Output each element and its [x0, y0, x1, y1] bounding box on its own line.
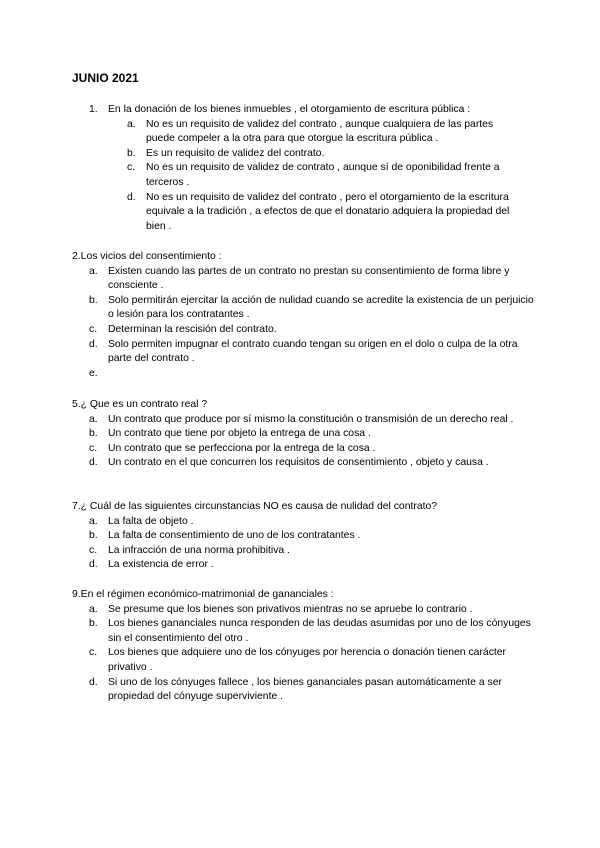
option-letter: b.	[89, 294, 98, 306]
option-item	[72, 118, 520, 147]
option-item	[72, 558, 535, 573]
question-2	[72, 250, 532, 381]
option-letter: d.	[127, 191, 136, 203]
option-letter: b.	[89, 618, 98, 630]
option-item	[72, 323, 535, 338]
question-header	[72, 588, 532, 603]
option-item	[72, 617, 535, 646]
question-text: Los vicios del consentimiento :	[80, 251, 222, 262]
option-text: Un contrato en el que concurren los requisitos de consentimiento , objeto y causa .	[108, 457, 489, 469]
option-item	[72, 294, 535, 323]
question-number: 7.	[72, 501, 81, 512]
option-letter: e.	[89, 367, 98, 379]
option-text: Un contrato que produce por sí mismo la constitución o transmisión de un derecho real .	[108, 413, 514, 425]
question-number: 1.	[89, 104, 98, 115]
option-item	[72, 676, 535, 705]
option-list	[72, 413, 532, 471]
option-text: La falta de consentimiento de uno de los contratantes .	[108, 530, 361, 542]
option-text: Un contrato que se perfecciona por la entrega de la cosa .	[108, 442, 376, 454]
option-letter: c.	[89, 442, 98, 454]
option-letter: d.	[89, 338, 98, 350]
option-text: Los bienes gananciales nunca responden de las deudas asumidas por uno de los cónyuges sin el consentimiento del otro .	[108, 618, 531, 644]
option-text: Solo permiten impugnar el contrato cuando tengan su origen en el dolo o culpa de la otra parte del contrato .	[108, 338, 518, 365]
option-text: La falta de objeto .	[108, 515, 194, 527]
question-header	[72, 500, 532, 515]
option-list	[72, 265, 532, 382]
option-letter: a.	[89, 413, 98, 425]
option-item	[72, 529, 535, 544]
option-letter: a.	[89, 603, 98, 615]
option-item	[72, 147, 520, 162]
option-letter: c.	[89, 323, 98, 335]
option-item	[72, 265, 535, 294]
option-letter: c.	[89, 647, 98, 659]
option-letter: b.	[127, 147, 136, 159]
option-item	[72, 456, 535, 471]
option-text: No es un requisito de validez del contrato , pero el otorgamiento de la escritura equivale a la tradición , a efectos de que el donatario adquiera la propiedad del bien .	[146, 191, 510, 232]
option-text: La existencia de error .	[108, 559, 214, 571]
option-text: Existen cuando las partes de un contrato no prestan su consentimiento de forma libre y consciente .	[108, 265, 510, 292]
option-letter: d.	[89, 457, 98, 469]
question-number: 5.	[72, 399, 81, 410]
option-letter: a.	[89, 265, 98, 277]
option-text: Un contrato que tiene por objeto la entrega de una cosa .	[108, 428, 371, 440]
question-9	[72, 588, 532, 705]
option-item	[72, 338, 535, 367]
option-text: La infracción de una norma prohibitiva .	[108, 544, 290, 556]
question-7	[72, 500, 532, 573]
option-item	[72, 191, 520, 235]
question-text: ¿ Que es un contrato real ?	[80, 399, 208, 410]
question-5	[72, 398, 532, 471]
option-item	[72, 367, 535, 382]
option-text: Solo permitirán ejercitar la acción de nulidad cuando se acredite la existencia de un perjuicio o lesión para los contratantes .	[108, 294, 534, 321]
question-header	[72, 103, 532, 118]
option-text	[108, 367, 535, 382]
option-text: Es un requisito de validez del contrato.	[146, 147, 325, 159]
option-item	[72, 161, 520, 190]
question-number: 9.	[72, 589, 81, 600]
option-text: Se presume que los bienes son privativos mientras no se apruebe lo contrario .	[108, 603, 473, 615]
question-text: ¿ Cuál de las siguientes circunstancias NO es causa de nulidad del contrato?	[80, 501, 438, 512]
question-header	[72, 398, 532, 413]
option-item	[72, 646, 535, 675]
question-text: En el régimen económico-matrimonial de gananciales :	[80, 589, 334, 600]
option-item	[72, 413, 535, 428]
option-text: Los bienes que adquiere uno de los cónyuges por herencia o donación tienen carácter privativo .	[108, 647, 507, 673]
question-text: En la donación de los bienes inmuebles , el otorgamiento de escritura pública :	[108, 104, 471, 115]
option-letter: c.	[127, 162, 136, 174]
option-list	[72, 515, 532, 573]
option-text: Si uno de los cónyuges fallece , los bienes gananciales pasan automáticamente a ser propiedad del cónyuge superviviente .	[108, 676, 502, 703]
option-letter: d.	[89, 676, 98, 688]
question-number: 2.	[72, 251, 81, 262]
option-text: Determinan la rescisión del contrato.	[108, 323, 277, 335]
option-item	[72, 603, 535, 618]
option-item	[72, 442, 535, 457]
option-letter: a.	[127, 118, 136, 130]
option-text: No es un requisito de validez del contrato , aunque cualquiera de las partes puede compeler a la otra para que otorgue la escritura pública .	[146, 118, 494, 145]
option-item	[72, 515, 535, 530]
option-item	[72, 427, 535, 442]
page-title: JUNIO 2021	[72, 71, 139, 85]
option-list	[72, 603, 532, 705]
option-list	[72, 118, 532, 235]
option-letter: c.	[89, 544, 98, 556]
option-letter: d.	[89, 559, 98, 571]
question-header	[72, 250, 532, 265]
option-letter: a.	[89, 515, 98, 527]
option-letter: b.	[89, 530, 98, 542]
question-1	[72, 103, 532, 234]
option-letter: b.	[89, 428, 98, 440]
option-text: No es un requisito de validez de contrato , aunque sí de oponibilidad frente a terceros .	[146, 162, 500, 188]
option-item	[72, 544, 535, 559]
